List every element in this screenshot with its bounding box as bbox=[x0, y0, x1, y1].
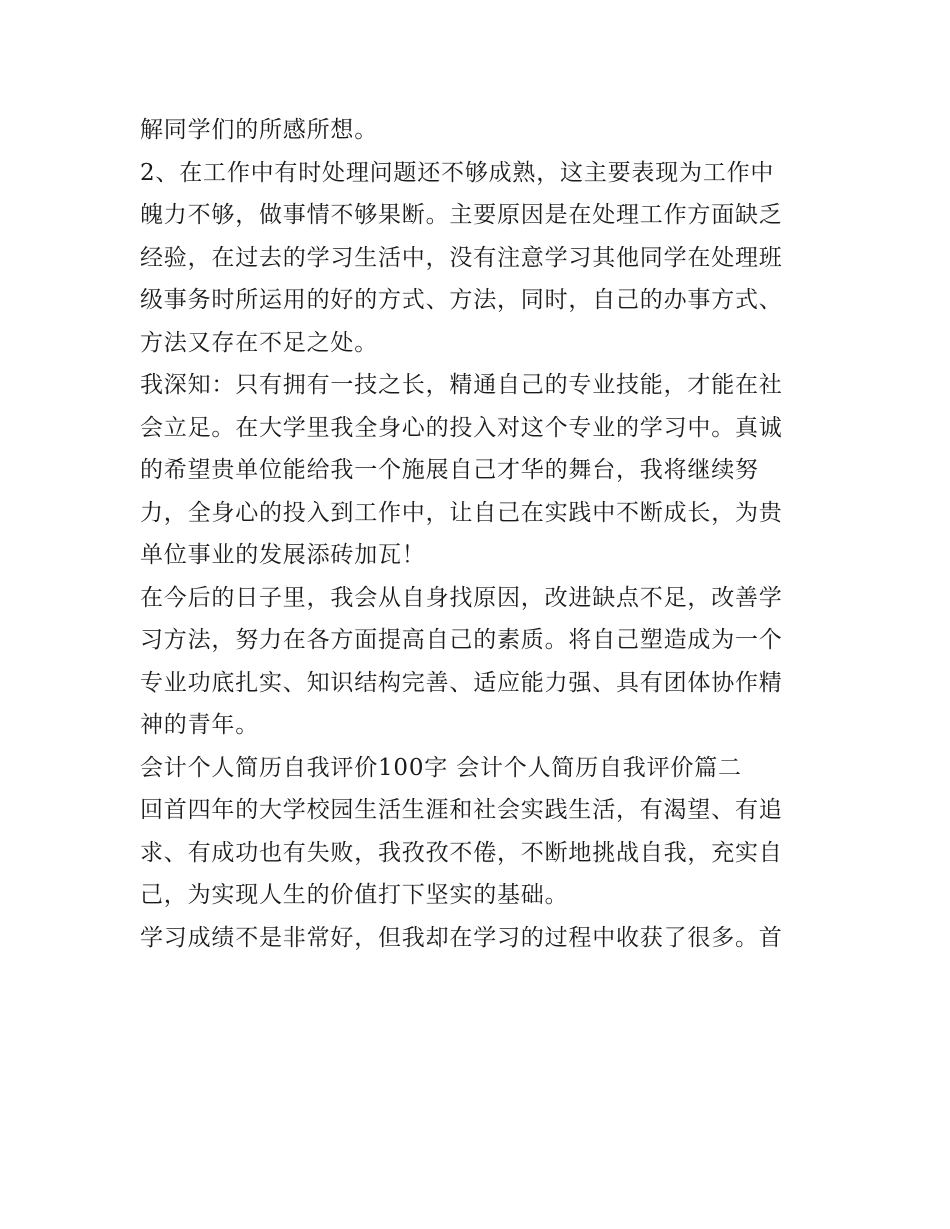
text-line: 在今后的日子里，我会从自身找原因，改进缺点不足，改善学 bbox=[140, 584, 783, 611]
text-line: 级事务时所运用的好的方式、方法，同时，自己的办事方式、 bbox=[140, 287, 783, 313]
text-line: 的希望贵单位能给我一个施展自己才华的舞台，我将继续努 bbox=[140, 457, 759, 483]
text-line: 求、有成功也有失败，我孜孜不倦，不断地挑战自我，充实自 bbox=[140, 839, 783, 866]
text-line: 习方法，努力在各方面提高自己的素质。将自己塑造成为一个 bbox=[140, 627, 783, 653]
text-line: 魄力不够，做事情不够果断。主要原因是在处理工作方面缺乏 bbox=[140, 202, 783, 228]
text-line: 经验，在过去的学习生活中，没有注意学习其他同学在处理班 bbox=[140, 244, 783, 271]
text-line: 己，为实现人生的价值打下坚实的基础。 bbox=[140, 882, 569, 908]
text-line: 2、在工作中有时处理问题还不够成熟，这主要表现为工作中 bbox=[140, 159, 775, 186]
text-line: 解同学们的所感所想。 bbox=[140, 117, 378, 143]
text-line: 力，全身心的投入到工作中，让自己在实践中不断成长，为贵 bbox=[140, 499, 783, 526]
text-line: 会立足。在大学里我全身心的投入对这个专业的学习中。真诚 bbox=[140, 414, 783, 441]
text-line: 单位事业的发展添砖加瓦！ bbox=[140, 542, 426, 568]
section-heading: 会计个人简历自我评价100字 会计个人简历自我评价篇二 bbox=[140, 754, 742, 781]
text-line: 神的青年。 bbox=[140, 712, 259, 738]
text-line: 专业功底扎实、知识结构完善、适应能力强、具有团体协作精 bbox=[140, 669, 783, 696]
text-line: 我深知：只有拥有一技之长，精通自己的专业技能，才能在社 bbox=[140, 372, 783, 398]
text-line: 回首四年的大学校园生活生涯和社会实践生活，有渴望、有追 bbox=[140, 797, 783, 823]
text-line: 学习成绩不是非常好，但我却在学习的过程中收获了很多。首 bbox=[140, 924, 783, 951]
body-text bbox=[140, 109, 820, 959]
text-line: 方法又存在不足之处。 bbox=[140, 329, 378, 356]
